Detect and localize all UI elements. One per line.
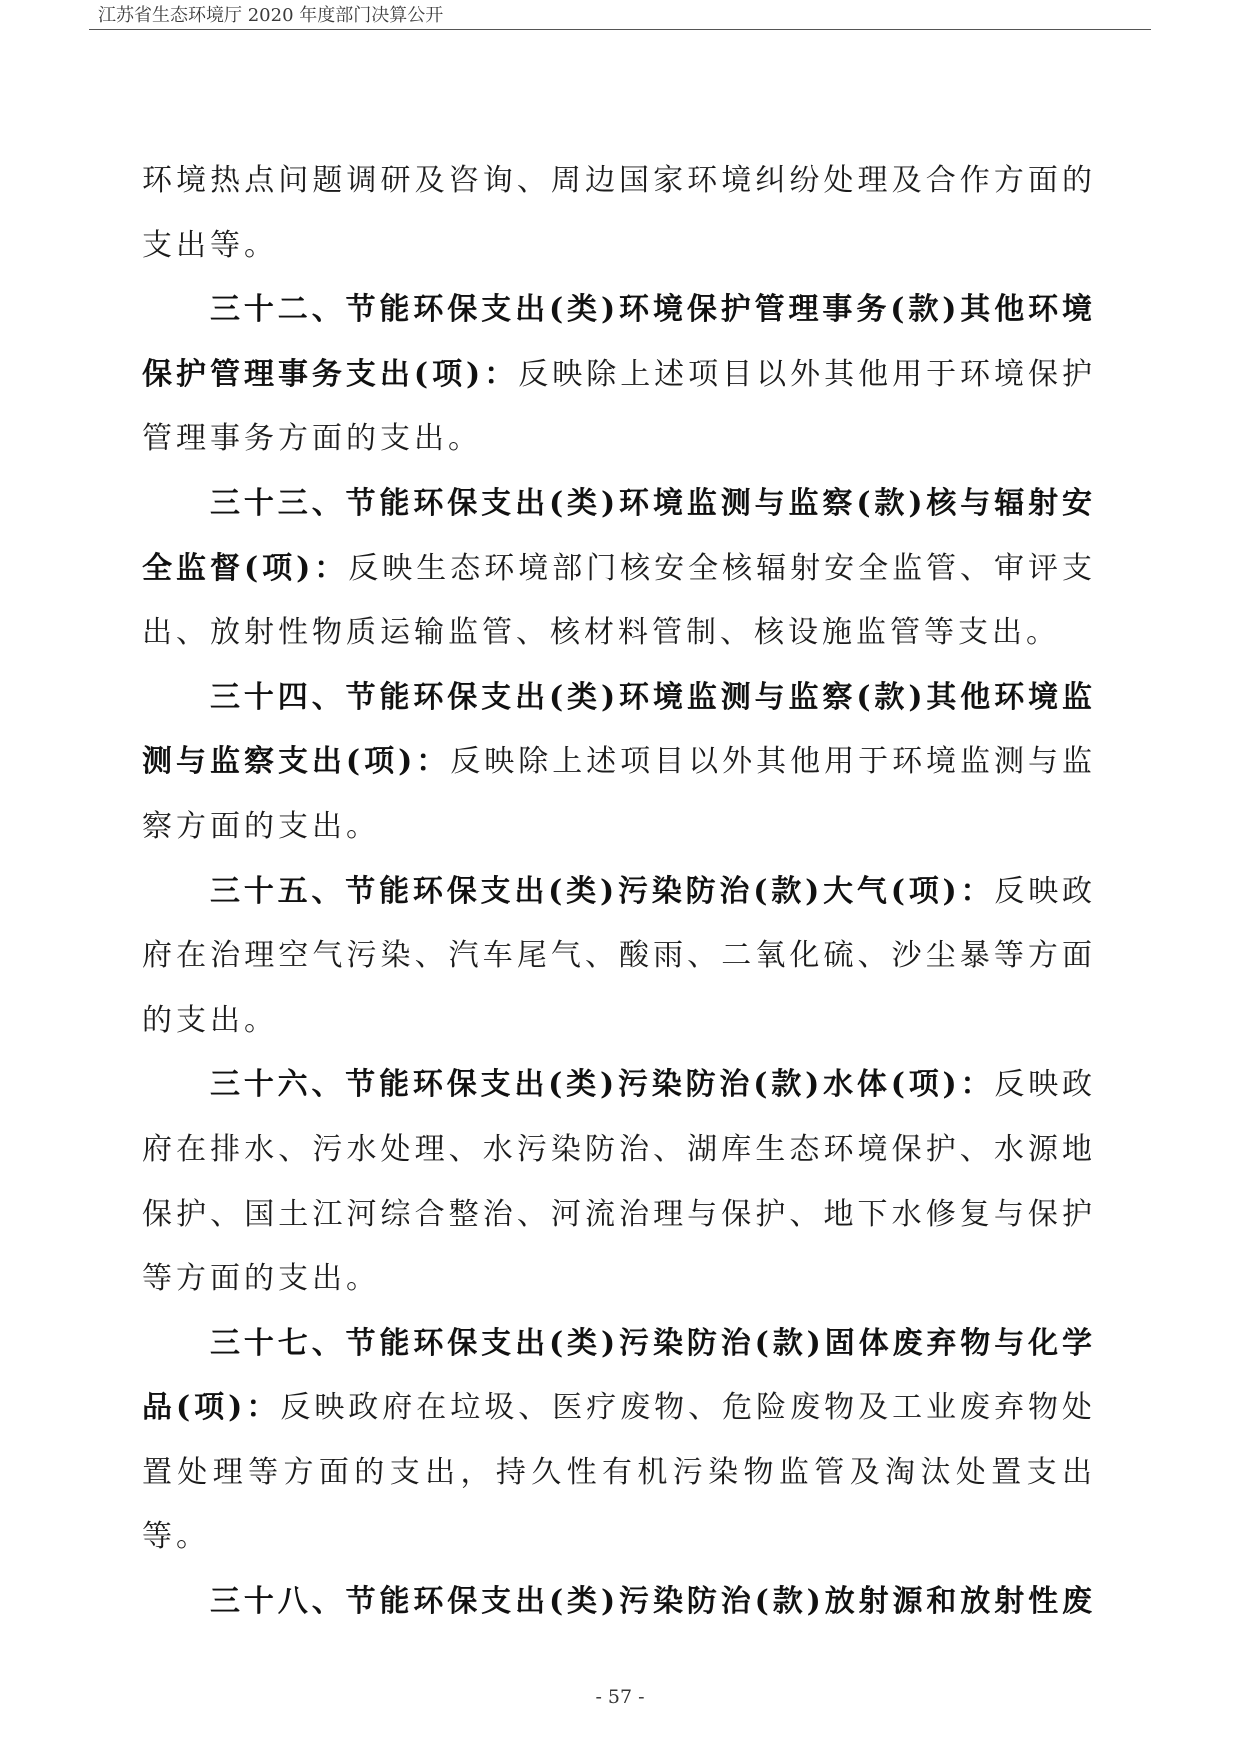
body-text: 等。: [142, 1519, 210, 1555]
text-line: [142, 407, 1095, 472]
text-line: [142, 343, 1095, 408]
body-text: 支出等。: [142, 227, 278, 263]
page-header-title: 江苏省生态环境厅 2020 年度部门决算公开: [98, 5, 444, 26]
section-heading: 三十四、节能环保支出(类)环境监测与监察(款)其他环境监: [210, 679, 1095, 715]
paragraph: [142, 1053, 1095, 1311]
paragraph: [142, 472, 1095, 666]
text-line: [142, 1247, 1095, 1312]
body-text: 的支出。: [142, 1002, 278, 1038]
section-heading: 全监督(项)：: [142, 550, 349, 586]
text-line: [142, 1570, 1095, 1635]
text-line: [142, 537, 1095, 602]
body-text: 管理事务方面的支出。: [142, 421, 482, 457]
section-heading: 三十二、节能环保支出(类)环境保护管理事务(款)其他环境: [210, 292, 1095, 328]
text-line: [142, 1118, 1095, 1183]
body-text: 置处理等方面的支出，持久性有机污染物监管及淘汰处置支出: [142, 1454, 1095, 1490]
section-heading: 三十七、节能环保支出(类)污染防治(款)固体废弃物与化学: [210, 1325, 1095, 1361]
page-number: - 57 -: [595, 1686, 645, 1708]
body-text: 府在排水、污水处理、水污染防治、湖库生态环境保护、水源地: [142, 1131, 1095, 1167]
paragraph: [142, 860, 1095, 1054]
body-text: 反映生态环境部门核安全核辐射安全监管、审评支: [348, 550, 1095, 586]
body-text: 等方面的支出。: [142, 1261, 380, 1297]
text-line: [142, 730, 1095, 795]
text-line: [142, 1312, 1095, 1377]
document-body: [142, 149, 1095, 1635]
body-text: 出、放射性物质运输监管、核材料管制、核设施监管等支出。: [142, 615, 1060, 651]
text-line: [142, 795, 1095, 860]
body-text: 反映政: [994, 1067, 1095, 1103]
text-line: [142, 1183, 1095, 1248]
paragraph: [142, 1312, 1095, 1570]
body-text: 反映政府在垃圾、医疗废物、危险废物及工业废弃物处: [280, 1390, 1095, 1426]
paragraph: [142, 666, 1095, 860]
section-heading: 保护管理事务支出(项)：: [142, 356, 519, 392]
text-line: [142, 214, 1095, 279]
paragraph: [142, 149, 1095, 278]
section-heading: 三十六、节能环保支出(类)污染防治(款)水体(项)：: [210, 1067, 995, 1103]
text-line: [142, 1053, 1095, 1118]
text-line: [142, 149, 1095, 214]
section-heading: 三十五、节能环保支出(类)污染防治(款)大气(项)：: [210, 873, 995, 909]
text-line: [142, 1376, 1095, 1441]
section-heading: 品(项)：: [142, 1390, 281, 1426]
text-line: [142, 1441, 1095, 1506]
paragraph: [142, 278, 1095, 472]
body-text: 府在治理空气污染、汽车尾气、酸雨、二氧化硫、沙尘暴等方面: [142, 938, 1095, 974]
section-heading: 三十三、节能环保支出(类)环境监测与监察(款)核与辐射安: [210, 485, 1095, 521]
body-text: 察方面的支出。: [142, 808, 380, 844]
text-line: [142, 666, 1095, 731]
text-line: [142, 1505, 1095, 1570]
text-line: [142, 472, 1095, 537]
text-line: [142, 989, 1095, 1054]
text-line: [142, 601, 1095, 666]
paragraph: [142, 1570, 1095, 1635]
body-text: 反映政: [994, 873, 1095, 909]
text-line: [142, 278, 1095, 343]
text-line: [142, 924, 1095, 989]
section-heading: 三十八、节能环保支出(类)污染防治(款)放射源和放射性废: [210, 1584, 1095, 1620]
body-text: 反映除上述项目以外其他用于环境监测与监: [450, 744, 1095, 780]
body-text: 环境热点问题调研及咨询、周边国家环境纠纷处理及合作方面的: [142, 163, 1095, 198]
text-line: [142, 860, 1095, 925]
body-text: 保护、国土江河综合整治、河流治理与保护、地下水修复与保护: [142, 1196, 1095, 1232]
body-text: 反映除上述项目以外其他用于环境保护: [518, 356, 1095, 392]
section-heading: 测与监察支出(项)：: [142, 744, 451, 780]
header-rule: [89, 29, 1151, 30]
